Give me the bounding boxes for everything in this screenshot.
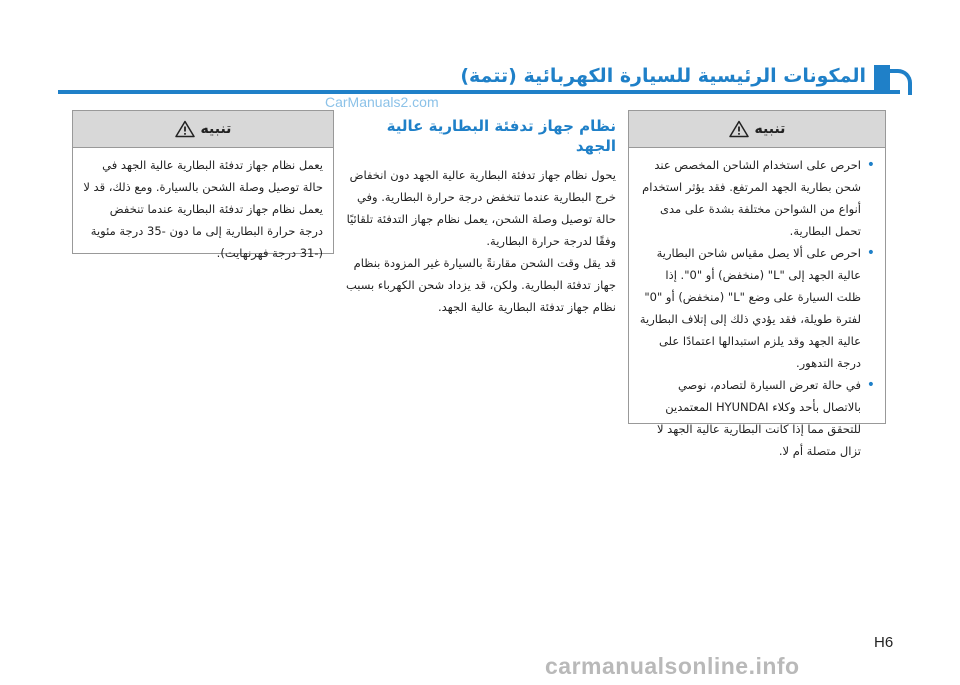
watermark-bottom: carmanualsonline.info bbox=[545, 653, 800, 679]
notice-box-right bbox=[628, 110, 886, 458]
section-title: المكونات الرئيسية للسيارة الكهربائية (تتمة) bbox=[460, 65, 866, 87]
notice-box-left bbox=[72, 110, 334, 260]
page-number: H6 bbox=[874, 634, 894, 651]
notice-text: يعمل نظام جهاز تدفئة البطارية عالية الجهد في حالة توصيل وصلة الشحن بالسيارة. ومع ذلك، قد لا يعمل نظام جهاز تدفئة البطارية عندما تنخفض درجة حرارة البطارية إلى ما دون -35 درجة مئوية (-31 درجة فهرنهايت). bbox=[83, 158, 323, 260]
list-item: • احرص على استخدام الشاحن المخصص عند شحن بطارية الجهد المرتفع. فقد يؤثر استخدام أنواع من الشواحن مختلفة بشدة على مدى تحمل البطارية. bbox=[639, 154, 875, 242]
section-header bbox=[58, 63, 900, 93]
notice-title: تنبيه bbox=[754, 121, 786, 137]
body-paragraph: قد يقل وقت الشحن مقارنةً بالسيارة غير المزودة بنظام جهاز تدفئة البطارية. ولكن، قد يزداد شحن الكهرباء بسبب نظام جهاز تدفئة البطارية عالية الجهد. bbox=[346, 256, 616, 314]
main-section bbox=[346, 116, 616, 318]
header-marker bbox=[874, 65, 890, 94]
list-item: • احرص على ألا يصل مقياس شاحن البطارية عالية الجهد إلى "L" (منخفض) أو "0". إذا ظلت السيارة على وضع "L" (منخفض) أو "0" لفترة طويلة، فقد يؤدي ذلك إلى إتلاف البطارية عالية الجهد وقد يلزم استبدالها اعتمادًا على درجة التدهور. bbox=[639, 242, 875, 374]
warning-triangle-icon bbox=[729, 120, 749, 138]
notice-title: تنبيه bbox=[200, 121, 232, 137]
watermark-top: CarManuals2.com bbox=[325, 94, 439, 110]
list-item: • في حالة تعرض السيارة لتصادم، نوصي بالاتصال بأحد وكلاء HYUNDAI المعتمدين للتحقق مما إذا كانت البطارية عالية الجهد لا تزال متصلة أم لا. bbox=[639, 374, 875, 462]
notice-body bbox=[629, 148, 885, 468]
section-heading: نظام جهاز تدفئة البطارية عالية الجهد bbox=[386, 117, 616, 155]
header-rule bbox=[58, 90, 900, 94]
notice-body bbox=[73, 148, 333, 270]
notice-header bbox=[73, 111, 333, 148]
notice-list bbox=[639, 154, 875, 462]
notice-header bbox=[629, 111, 885, 148]
body-paragraph: يحول نظام جهاز تدفئة البطارية عالية الجهد دون انخفاض خرج البطارية عندما تنخفض درجة حرارة البطارية. وفي حالة توصيل وصلة الشحن، يعمل نظام جهاز التدفئة تلقائيًا وفقًا لدرجة حرارة البطارية. bbox=[346, 168, 616, 248]
warning-triangle-icon bbox=[175, 120, 195, 138]
